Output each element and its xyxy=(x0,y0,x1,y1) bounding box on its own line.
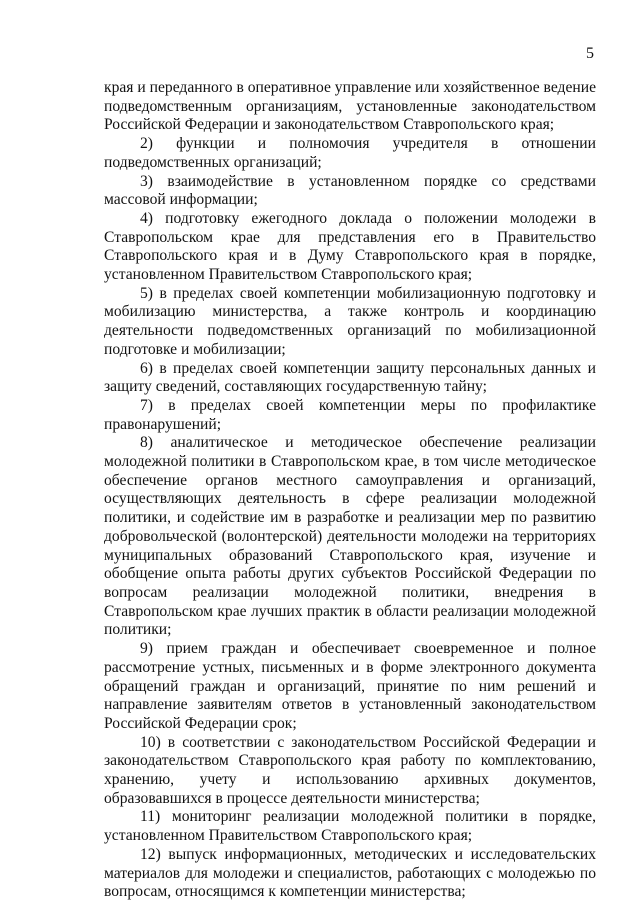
list-item-7: 7) в пределах своей компетенции меры по профилактике правонарушений; xyxy=(104,396,596,433)
list-item-4: 4) подготовку ежегодного доклада о положении молодежи в Ставропольском крае для представления его в Правительство Ставропольского края и в Думу Ставропольского края в порядке, установленном Правительством Ставропольского края; xyxy=(104,209,596,284)
list-item-8: 8) аналитическое и методическое обеспечение реализации молодежной политики в Ставропольском крае, в том числе методическое обеспечение органов местного самоуправления и организаций, осуществляющих деятельность в сфере реализации молодежной политики, и содействие им в разработке и реализации мер по развитию добровольческой (волонтерской) деятельности молодежи на территориях муниципальных образований Ставропольского края, изучение и обобщение опыта работы других субъектов Российской Федерации по вопросам реализации молодежной политики, внедрения в Ставропольском крае лучших практик в области реализации молодежной политики; xyxy=(104,434,596,639)
list-item-2: 2) функции и полномочия учредителя в отношении подведомственных организаций; xyxy=(104,135,596,171)
list-item-6: 6) в пределах своей компетенции защиту персональных данных и защиту сведений, составляющих государственную тайну; xyxy=(104,359,596,396)
list-item-9: 9) прием граждан и обеспечивает своевременное и полное рассмотрение устных, письменных и в форме электронного документа обращений граждан и организаций, принятие по ним решений и направление заявителям ответов в установленный законодательством Российской Федерации срок; xyxy=(104,640,596,732)
list-item-10: 10) в соответствии с законодательством Российской Федерации и законодательством Ставропольского края работу по комплектованию, хранению, учету и использованию архивных документов, образовавшихся в процессе деятельности министерства; xyxy=(104,733,596,807)
paragraph-continuation: края и переданного в оперативное управление или хозяйственное ведение подведомственным организациям, установленные законодательством Российской Федерации и законодательством Ставропольского края; xyxy=(104,79,596,134)
list-item-11: 11) мониторинг реализации молодежной политики в порядке, установленном Правительством Ставропольского края; xyxy=(104,808,596,845)
list-item-3: 3) взаимодействие в установленном порядке со средствами массовой информации; xyxy=(104,172,596,209)
list-item-12: 12) выпуск информационных, методических и исследовательских материалов для молодежи и специалистов, работающих с молодежью по вопросам, относящимся к компетенции министерства; xyxy=(104,845,596,901)
page-number: 5 xyxy=(586,45,594,62)
document-body xyxy=(104,79,596,902)
list-item-5: 5) в пределах своей компетенции мобилизационную подготовку и мобилизацию министерства, а также контроль и координацию деятельности подведомственных организаций по мобилизационной подготовке и мобилизации; xyxy=(104,284,596,358)
